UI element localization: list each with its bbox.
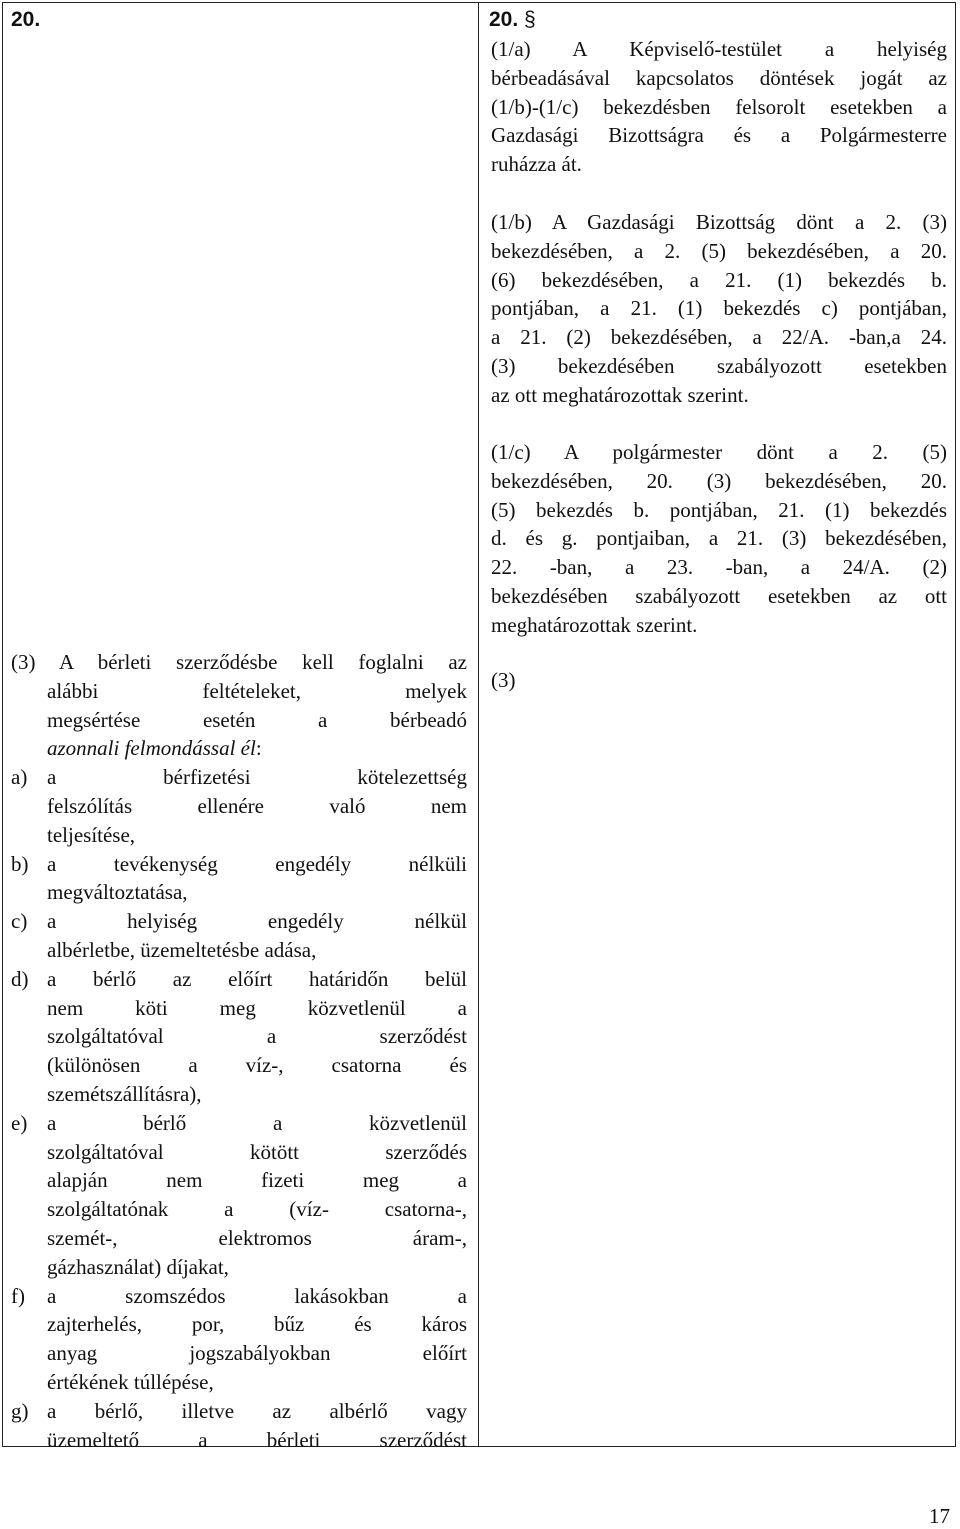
para-line: Gazdasági Bizottságra és a Polgármesterre (491, 123, 947, 148)
para-line: d. és g. pontjaiban, a 21. (3) bekezdésében, (491, 526, 947, 551)
list-item-line: anyag jogszabályokban előírt (47, 1341, 467, 1366)
list-item-line: szolgáltatóval kötött szerződés (47, 1139, 467, 1164)
para-line: (1/b)-(1/c) bekezdésben felsorolt esetekben a (491, 94, 947, 119)
list-item-line: g) a bérlő, illetve az albérlő vagy (11, 1397, 467, 1426)
list-item-line: szemét-, elektromos áram-, (47, 1225, 467, 1250)
left-column (3, 3, 478, 1452)
list-item-line: albérletbe, üzemeltetésbe adása, (47, 937, 317, 962)
left-para3-line: megsértése esetén a bérbeadó (47, 707, 467, 732)
list-item-c (11, 907, 467, 965)
para-line: (3) (491, 668, 516, 692)
list-item-line: megváltoztatása, (47, 880, 188, 905)
list-item-b (11, 850, 467, 908)
para-line: (5) bekezdés b. pontjában, 21. (1) bekezdés (491, 497, 947, 522)
list-item-line: értékének túllépése, (47, 1369, 214, 1394)
column-divider (478, 3, 479, 1446)
list-item-line: felszólítás ellenére való nem (47, 793, 467, 818)
list-item-a (11, 763, 467, 849)
left-section-heading: 20. (11, 8, 41, 31)
list-item-e (11, 1109, 467, 1282)
para-line: bekezdésében, 20. (3) bekezdésében, 20. (491, 468, 947, 493)
right-paragraph-1c (491, 438, 947, 640)
list-item-line: d) a bérlő az előírt határidőn belül (11, 965, 467, 994)
list-item-line: szemétszállításra), (47, 1081, 202, 1106)
list-item-line: nem köti meg közvetlenül a (47, 995, 467, 1020)
para-line: meghatározottak szerint. (491, 612, 698, 637)
list-item-line: szolgáltatónak a (víz- csatorna-, (47, 1197, 467, 1222)
section-sign-icon: § (524, 8, 536, 31)
italic-phrase: azonnali felmondással él (47, 736, 256, 761)
list-item-line: b) a tevékenység engedély nélküli (11, 850, 467, 879)
para-line: bekezdésében, a 2. (5) bekezdésében, a 20. (491, 238, 947, 263)
list-item-line: zajterhelés, por, bűz és káros (47, 1312, 467, 1337)
para-line: (6) bekezdésében, a 21. (1) bekezdés b. (491, 267, 947, 292)
italic-suffix: : (255, 736, 262, 761)
para-line: (1/c) A polgármester dönt a 2. (5) (491, 440, 947, 464)
para-line: bérbeadásával kapcsolatos döntések jogát az (491, 65, 947, 90)
list-item-line: e) a bérlő a közvetlenül (11, 1109, 467, 1138)
list-item-label: e) (11, 1110, 28, 1135)
list-item-label: g) (11, 1398, 29, 1423)
list-item-label: a) (11, 765, 28, 790)
list-item-g (11, 1397, 467, 1455)
right-column (480, 3, 957, 1446)
right-section-heading: 20. § (489, 8, 536, 31)
list-item-line: teljesítése, (47, 822, 136, 847)
left-para3-italic-line (11, 734, 467, 763)
list-item-line: alapján nem fizeti meg a (47, 1168, 467, 1193)
para-line: 22. -ban, a 23. -ban, a 24/A. (2) (491, 555, 947, 580)
list-item-d (11, 965, 467, 1109)
list-item-label: f) (11, 1283, 25, 1308)
para-line: (3) bekezdésében szabályozott esetekben (491, 353, 947, 378)
left-para3-line: (3) A bérleti szerződésbe kell foglalni az (11, 650, 467, 674)
page-number: 17 (929, 1504, 950, 1528)
list-item-line: szolgáltatóval a szerződést (47, 1024, 467, 1049)
list-item-line: c) a helyiség engedély nélkül (11, 907, 467, 936)
right-paragraph-1b (491, 208, 947, 410)
document-table (2, 2, 956, 1452)
list-item-label: d) (11, 966, 29, 991)
list-item-line: (különösen a víz-, csatorna és (47, 1053, 467, 1078)
para-line: pontjában, a 21. (1) bekezdés c) pontjában, (491, 296, 947, 321)
para-line: (1/b) A Gazdasági Bizottság dönt a 2. (3) (491, 210, 947, 234)
list-item-label: b) (11, 851, 29, 876)
list-item-line: üzemeltető a bérleti szerződést (47, 1427, 467, 1452)
para-line: bekezdésében szabályozott esetekben az ott (491, 583, 947, 608)
list-item-f (11, 1282, 467, 1397)
list-item-line: a) a bérfizetési kötelezettség (11, 763, 467, 792)
list-item-line: f) a szomszédos lakásokban a (11, 1282, 467, 1311)
right-paragraph-1a (491, 35, 947, 179)
para-line: a 21. (2) bekezdésében, a 22/A. -ban,a 24. (491, 325, 947, 350)
left-paragraph-3 (11, 648, 467, 1454)
para-line: az ott meghatározottak szerint. (491, 382, 749, 407)
para-line: (1/a) A Képviselő-testület a helyiség (491, 37, 947, 61)
left-para3-line: alábbi feltételeket, melyek (47, 678, 467, 703)
right-paragraph-3 (491, 666, 947, 695)
list-item-line: gázhasználat) díjakat, (47, 1254, 229, 1279)
list-item-label: c) (11, 909, 28, 934)
para-line: ruházza át. (491, 152, 582, 177)
